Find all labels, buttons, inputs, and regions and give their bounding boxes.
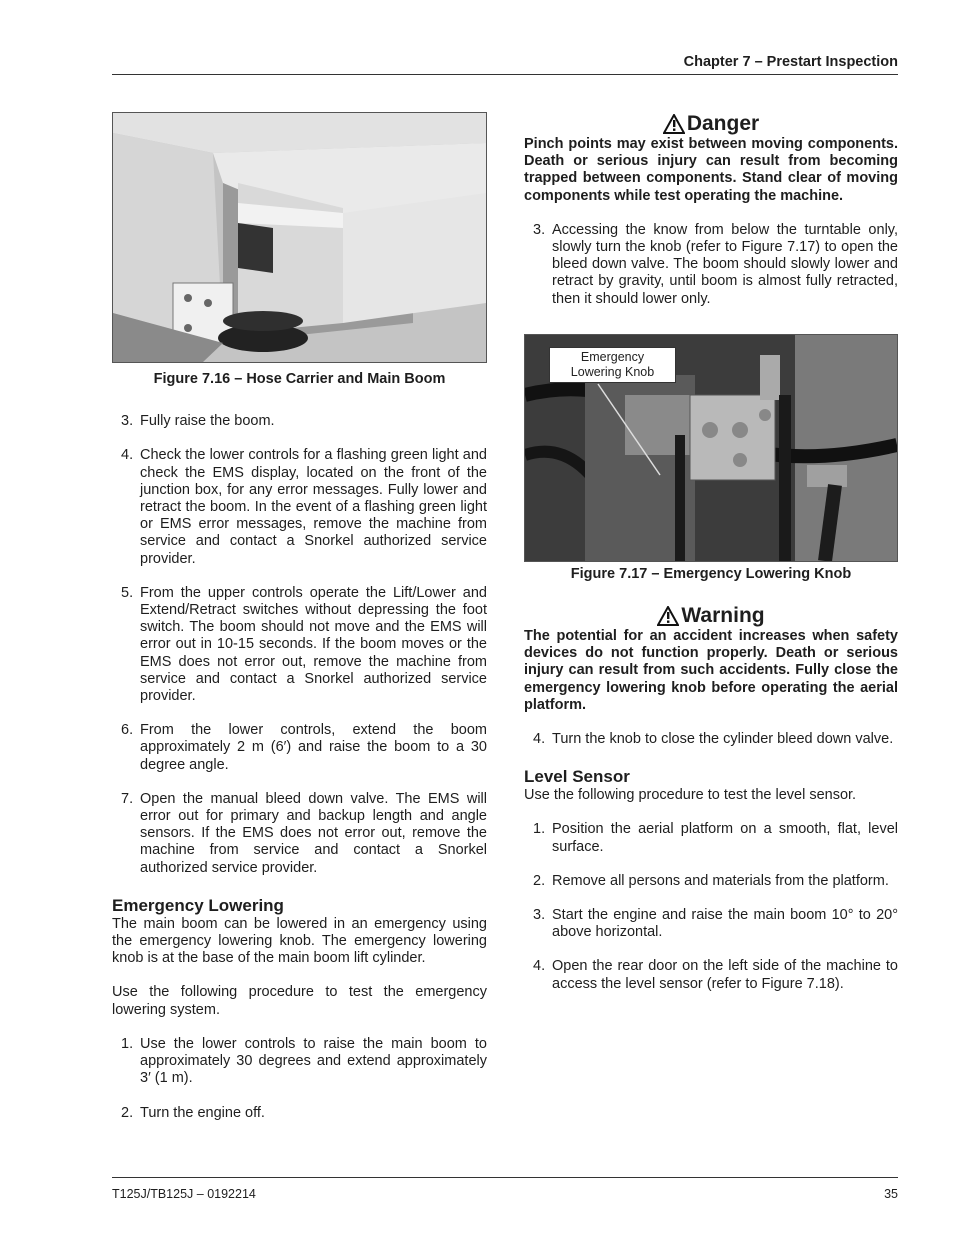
left-column	[112, 112, 487, 1122]
hose-carrier-photo	[112, 112, 487, 363]
emergency-lowering-procedure-intro: Use the following procedure to test the emergency lowering system.	[112, 984, 487, 1018]
level-sensor-heading: Level Sensor	[524, 767, 630, 787]
list-item: 5. From the upper controls operate the Lift/Lower and Extend/Retract switches without depressing the foot switch. The boom should not move and the EMS will error out in 10-15 seconds. If the boom moves or the EMS does not error out, remove the machine from service and contact a Snorkel authorized service provider.	[121, 584, 487, 705]
footer-model: T125J/TB125J – 0192214	[112, 1187, 256, 1201]
header-rule	[112, 74, 898, 75]
figure-7-17-caption: Figure 7.17 – Emergency Lowering Knob	[570, 565, 852, 582]
inspection-steps	[112, 413, 487, 877]
list-item: 3. Start the engine and raise the main boom 10° to 20° above horizontal.	[533, 907, 898, 941]
level-sensor-steps	[524, 821, 898, 992]
danger-warning-icon	[663, 114, 685, 134]
list-item: 2. Remove all persons and materials from the platform.	[533, 872, 889, 889]
list-item: 1. Use the lower controls to raise the main boom to approximately 30 degrees and extend approximately 3′ (1 m).	[121, 1035, 487, 1087]
list-item: 3. Accessing the know from below the turntable only, slowly turn the knob (refer to Figure 7.17) to open the bleed down valve. The boom should slowly lower and retract by gravity, until boom is almost fully retracted, then it should lower only.	[533, 221, 898, 307]
right-column	[524, 112, 898, 993]
list-item: 6. From the lower controls, extend the boom approximately 2 m (6′) and raise the boom to a 30 degree angle.	[121, 722, 487, 773]
emergency-lowering-intro: The main boom can be lowered in an emergency using the emergency lowering knob. The emergency lowering knob is at the base of the main boom lift cylinder.	[112, 915, 487, 967]
footer-rule	[112, 1177, 898, 1178]
list-item: 2. Turn the engine off.	[121, 1104, 265, 1121]
hose-carrier-illustration	[113, 113, 486, 362]
danger-title: Danger	[524, 112, 898, 136]
level-sensor-intro: Use the following procedure to test the level sensor.	[524, 787, 857, 804]
chapter-header: Chapter 7 – Prestart Inspection	[683, 54, 898, 70]
list-item: 1. Position the aerial platform on a smooth, flat, level surface.	[533, 821, 898, 855]
page-number: 35	[884, 1187, 898, 1201]
warning-text: The potential for an accident increases when safety devices do not function properly. Death or serious injury can result from such accidents. Fully close the emergency lowering knob before operating the aerial platform.	[524, 628, 898, 713]
list-item: 4. Turn the knob to close the cylinder bleed down valve.	[533, 731, 894, 748]
warning-icon	[657, 606, 679, 626]
emergency-lowering-knob-photo	[524, 334, 898, 562]
warning-title: Warning	[524, 604, 898, 628]
bleed-step	[524, 222, 898, 308]
emergency-steps	[112, 1036, 487, 1122]
list-item: 7. Open the manual bleed down valve. The EMS will error out for primary and backup length and angle sensors. If the EMS does not error out, remove the machine from service and contact a Snorkel authorized service provider.	[121, 790, 487, 876]
figure-7-16-caption: Figure 7.16 – Hose Carrier and Main Boom	[153, 371, 446, 387]
list-item: 4. Check the lower controls for a flashing green light and check the EMS display, located on the front of the junction box, for any error messages. Fully lower and retract the boom. In the event of a flashing green light or EMS error messages, remove the machine from service and contact a Snorkel authorized service provider.	[121, 447, 487, 567]
emergency-lowering-knob-callout: Emergency Lowering Knob	[549, 347, 676, 383]
close-knob-step	[524, 731, 898, 748]
danger-text: Pinch points may exist between moving components. Death or serious injury can result from becoming trapped between components. Stand clear of moving components while test operating the machine.	[524, 136, 898, 204]
list-item: 4. Open the rear door on the left side of the machine to access the level sensor (refer to Figure 7.18).	[533, 958, 898, 992]
emergency-lowering-heading: Emergency Lowering	[112, 895, 284, 915]
list-item: 3. Fully raise the boom.	[121, 413, 275, 430]
